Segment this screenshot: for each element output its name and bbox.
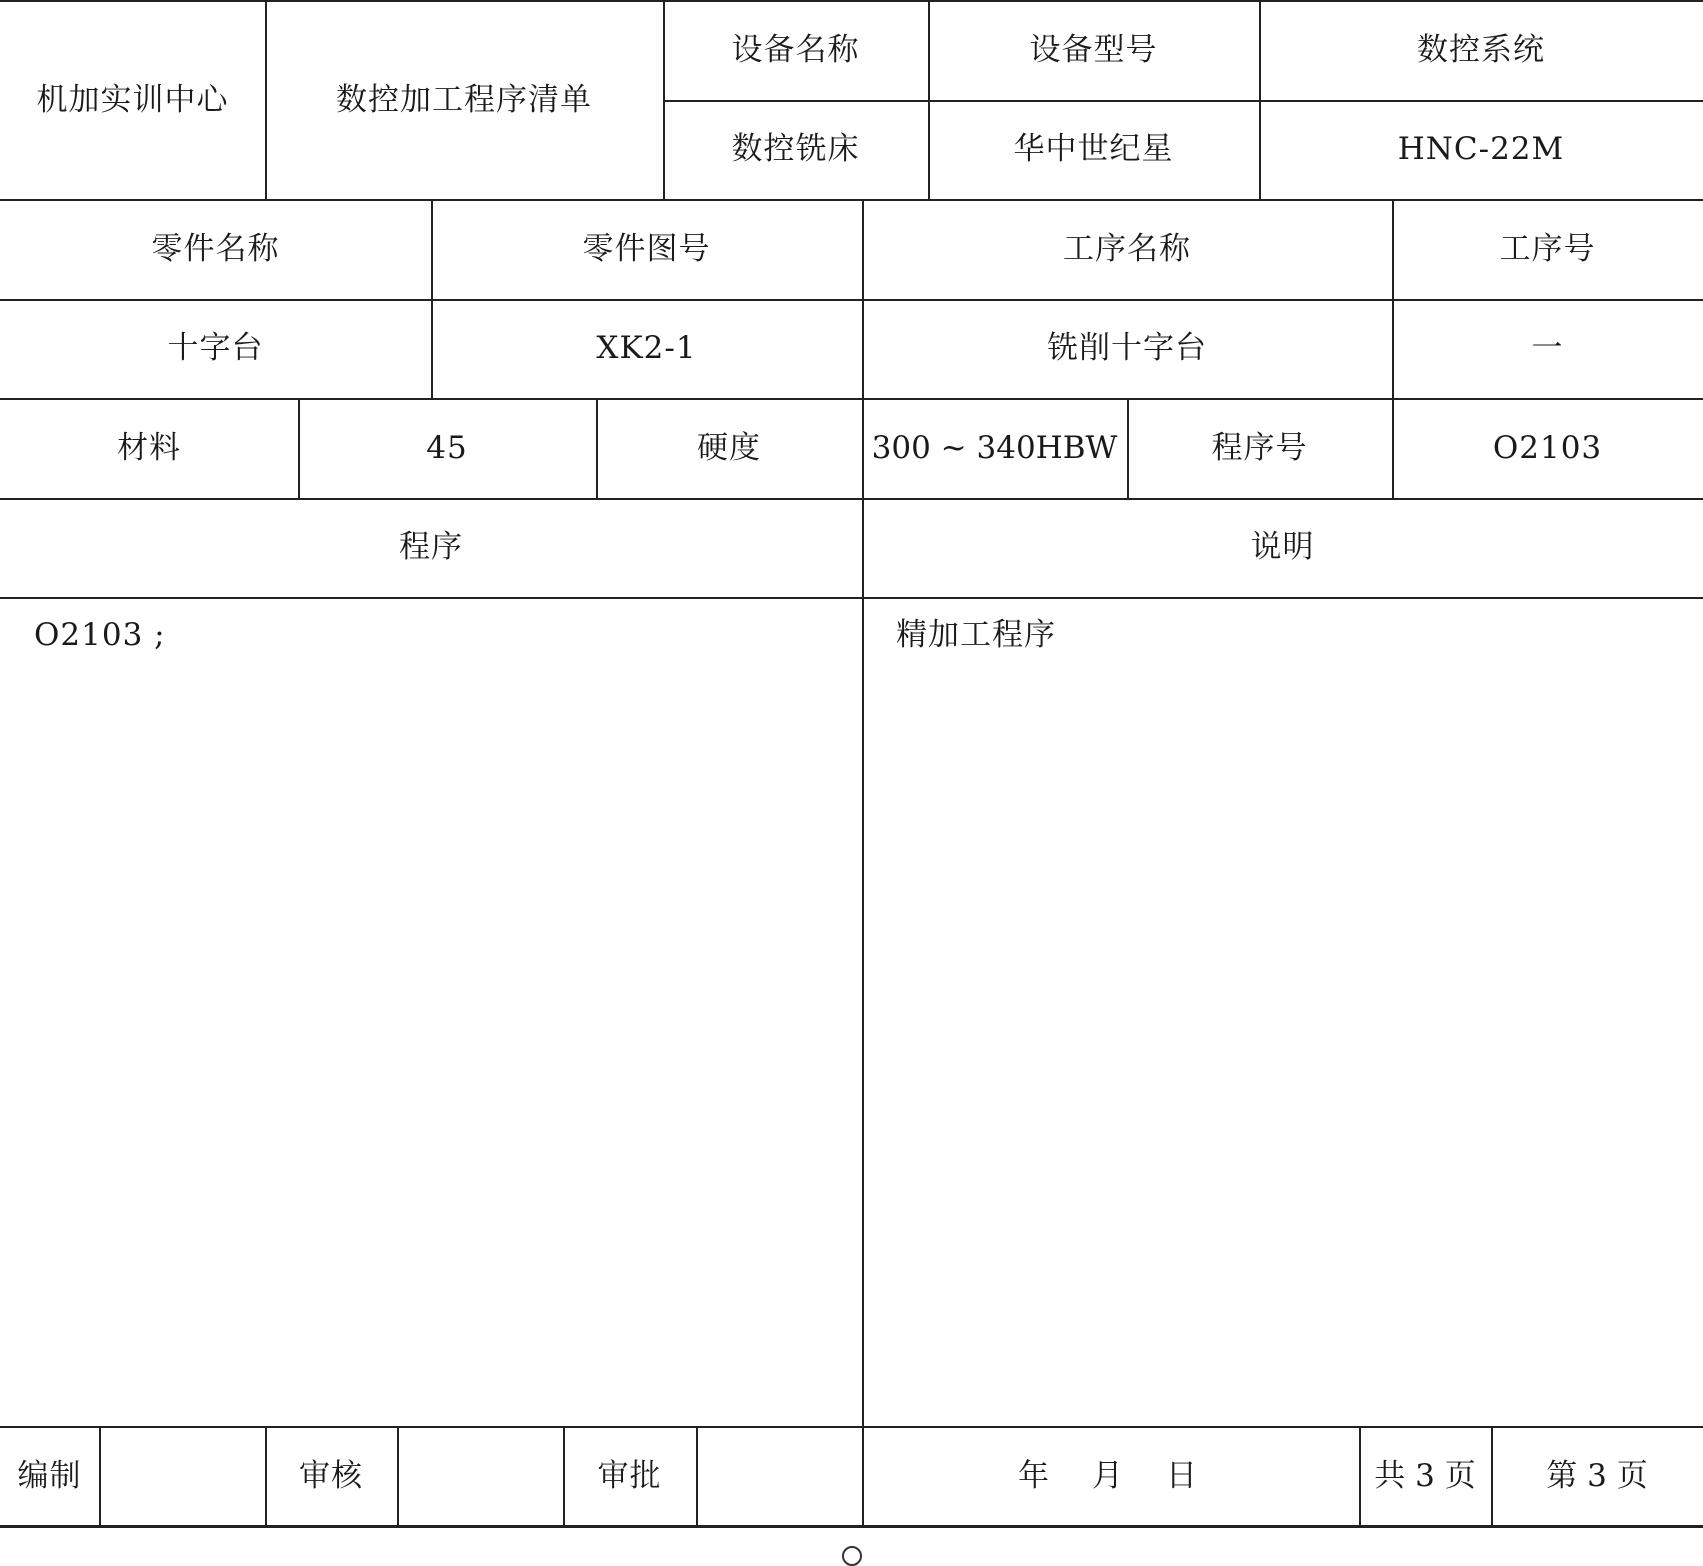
notes-text: 精加工程序 xyxy=(896,617,1056,653)
page-number: 第 3 页 xyxy=(1546,1457,1648,1494)
program-header: 程序 xyxy=(399,529,463,565)
program-no-value: O2103 xyxy=(1492,429,1603,466)
prepared-value xyxy=(99,1426,265,1526)
page-edge-mark xyxy=(842,1546,862,1566)
cnc-system-label: 数控系统 xyxy=(1417,31,1545,68)
program-no-label: 程序号 xyxy=(1211,429,1308,466)
date-label: 年 月 日 xyxy=(1018,1457,1203,1494)
equipment-model-value: 华中世纪星 xyxy=(1013,131,1174,167)
equipment-name-value: 数控铣床 xyxy=(731,131,860,167)
process-name-value: 铣削十字台 xyxy=(1047,330,1207,366)
hardness-label: 硬度 xyxy=(697,429,761,466)
approved-value xyxy=(696,1426,862,1526)
process-no-label: 工序号 xyxy=(1499,230,1596,267)
rule-v-body xyxy=(862,498,864,1427)
equipment-model-label: 设备型号 xyxy=(1029,31,1158,68)
total-pages: 共 3 页 xyxy=(1374,1457,1476,1494)
process-no-value: 一 xyxy=(1531,330,1564,366)
drawing-no-value: XK2-1 xyxy=(596,330,697,366)
center-name: 机加实训中心 xyxy=(36,81,229,118)
rule-body-header xyxy=(0,597,1703,599)
drawing-no-label: 零件图号 xyxy=(582,230,711,267)
reviewed-value xyxy=(397,1426,563,1526)
notes-header: 说明 xyxy=(1250,529,1315,565)
reviewed-label: 审核 xyxy=(299,1457,363,1494)
material-value: 45 xyxy=(426,429,468,466)
part-name-label: 零件名称 xyxy=(151,230,280,267)
prepared-label: 编制 xyxy=(17,1457,82,1494)
program-text: O2103 ; xyxy=(34,617,166,653)
cnc-system-value: HNC-22M xyxy=(1397,131,1565,167)
equipment-name-label: 设备名称 xyxy=(731,31,860,68)
approved-label: 审批 xyxy=(597,1457,662,1494)
list-title: 数控加工程序清单 xyxy=(336,81,592,118)
process-name-label: 工序名称 xyxy=(1063,230,1191,267)
hardness-value: 300 ~ 340HBW xyxy=(871,429,1118,466)
part-name-value: 十字台 xyxy=(167,330,264,366)
material-label: 材料 xyxy=(117,429,181,466)
